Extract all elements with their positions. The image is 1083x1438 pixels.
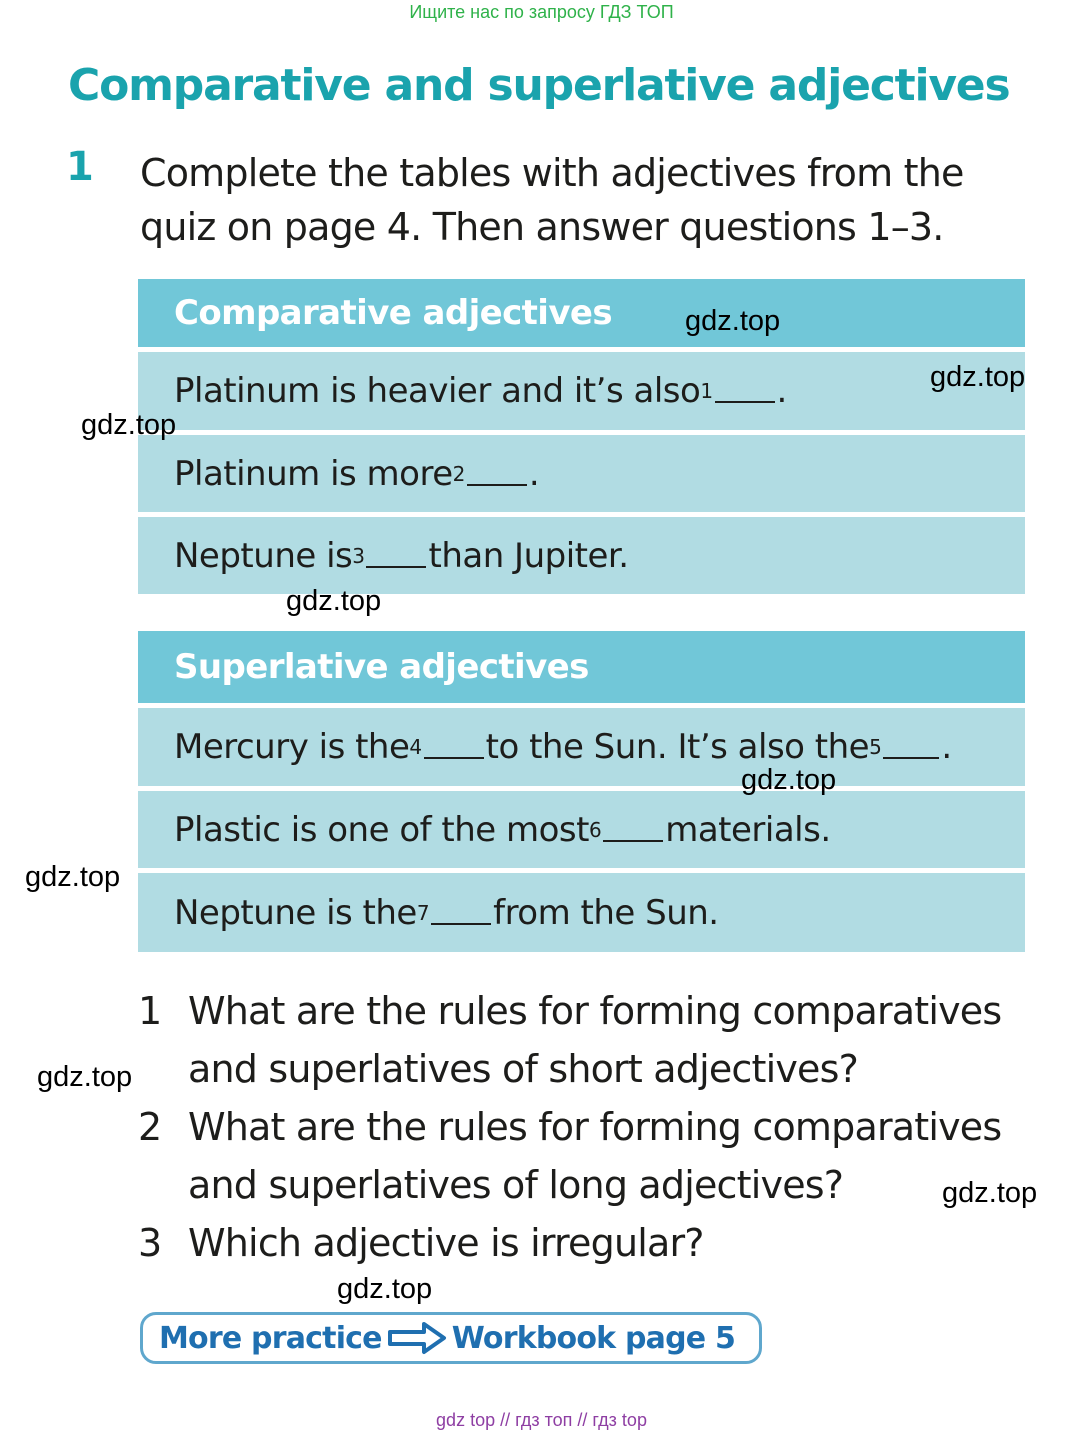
gap-number: 5 <box>869 735 882 759</box>
row-text: Mercury is the <box>174 727 410 767</box>
question-text: What are the rules for forming comparatives and superlatives of long adjectives? <box>188 1105 1002 1207</box>
watermark: gdz.top <box>337 1273 433 1305</box>
table-row <box>138 352 1025 430</box>
watermark: gdz.top <box>942 1177 1038 1209</box>
gap-number: 7 <box>416 900 430 925</box>
row-text: materials. <box>665 809 831 850</box>
row-text: Platinum is heavier and it’s also <box>174 371 701 411</box>
row-text: . <box>941 727 952 767</box>
more-practice-link[interactable] <box>140 1312 762 1364</box>
answer-blank[interactable] <box>424 735 484 759</box>
watermark: gdz.top <box>286 585 382 617</box>
gap-number: 2 <box>452 461 465 486</box>
page-title: Comparative and superlative adjectives <box>68 60 1010 111</box>
workbook-page-label: Workbook page 5 <box>451 1320 736 1356</box>
watermark: gdz.top <box>741 764 837 796</box>
footer-links: gdz top // гдз топ // гдз top <box>436 1410 647 1430</box>
answer-blank[interactable] <box>603 818 663 842</box>
table-row <box>138 791 1025 868</box>
table-row <box>138 708 1025 786</box>
row-text: to the Sun. It’s also the <box>485 727 870 767</box>
watermark: gdz.top <box>25 861 121 893</box>
answer-blank[interactable] <box>366 544 426 568</box>
comparative-table-header: Comparative adjectives <box>138 279 1025 347</box>
gap-number: 6 <box>588 817 602 842</box>
watermark: gdz.top <box>81 409 177 441</box>
question-text: Which adjective is irregular? <box>188 1221 704 1265</box>
answer-blank[interactable] <box>715 379 775 403</box>
top-banner: Ищите нас по запросу ГДЗ ТОП <box>409 2 674 22</box>
question-item <box>138 982 1038 1098</box>
superlative-table <box>138 631 1025 952</box>
row-text: Neptune is the <box>174 892 417 933</box>
row-text: Neptune is <box>174 535 353 576</box>
comparative-table <box>138 279 1025 594</box>
question-item <box>138 1098 1038 1214</box>
question-number: 1 <box>138 989 162 1033</box>
row-text: than Jupiter. <box>428 535 629 576</box>
watermark: gdz.top <box>685 305 781 337</box>
gap-number: 4 <box>409 735 422 759</box>
question-list <box>138 982 1038 1272</box>
row-text: . <box>528 453 540 494</box>
more-practice-label: More practice <box>159 1320 382 1356</box>
table-row <box>138 873 1025 952</box>
row-text: Platinum is more <box>174 453 453 494</box>
row-text: . <box>776 371 787 411</box>
row-text: Plastic is one of the most <box>174 809 589 850</box>
answer-blank[interactable] <box>883 735 939 759</box>
gap-number: 1 <box>700 379 713 403</box>
table-row <box>138 435 1025 512</box>
row-text: from the Sun. <box>493 892 719 933</box>
watermark: gdz.top <box>37 1061 133 1093</box>
watermark: gdz.top <box>930 361 1026 393</box>
question-number: 3 <box>138 1221 162 1265</box>
gap-number: 3 <box>352 543 365 568</box>
exercise-number: 1 <box>66 144 94 190</box>
answer-blank[interactable] <box>467 462 527 486</box>
superlative-table-header: Superlative adjectives <box>138 631 1025 703</box>
exercise-instruction: Complete the tables with adjectives from the quiz on page 4. Then answer questions 1–3. <box>140 151 964 249</box>
table-row <box>138 517 1025 594</box>
answer-blank[interactable] <box>431 901 491 925</box>
question-item <box>138 1214 1038 1272</box>
question-text: What are the rules for forming comparatives and superlatives of short adjectives? <box>188 989 1002 1091</box>
question-number: 2 <box>138 1105 162 1149</box>
arrow-right-icon <box>386 1321 448 1355</box>
